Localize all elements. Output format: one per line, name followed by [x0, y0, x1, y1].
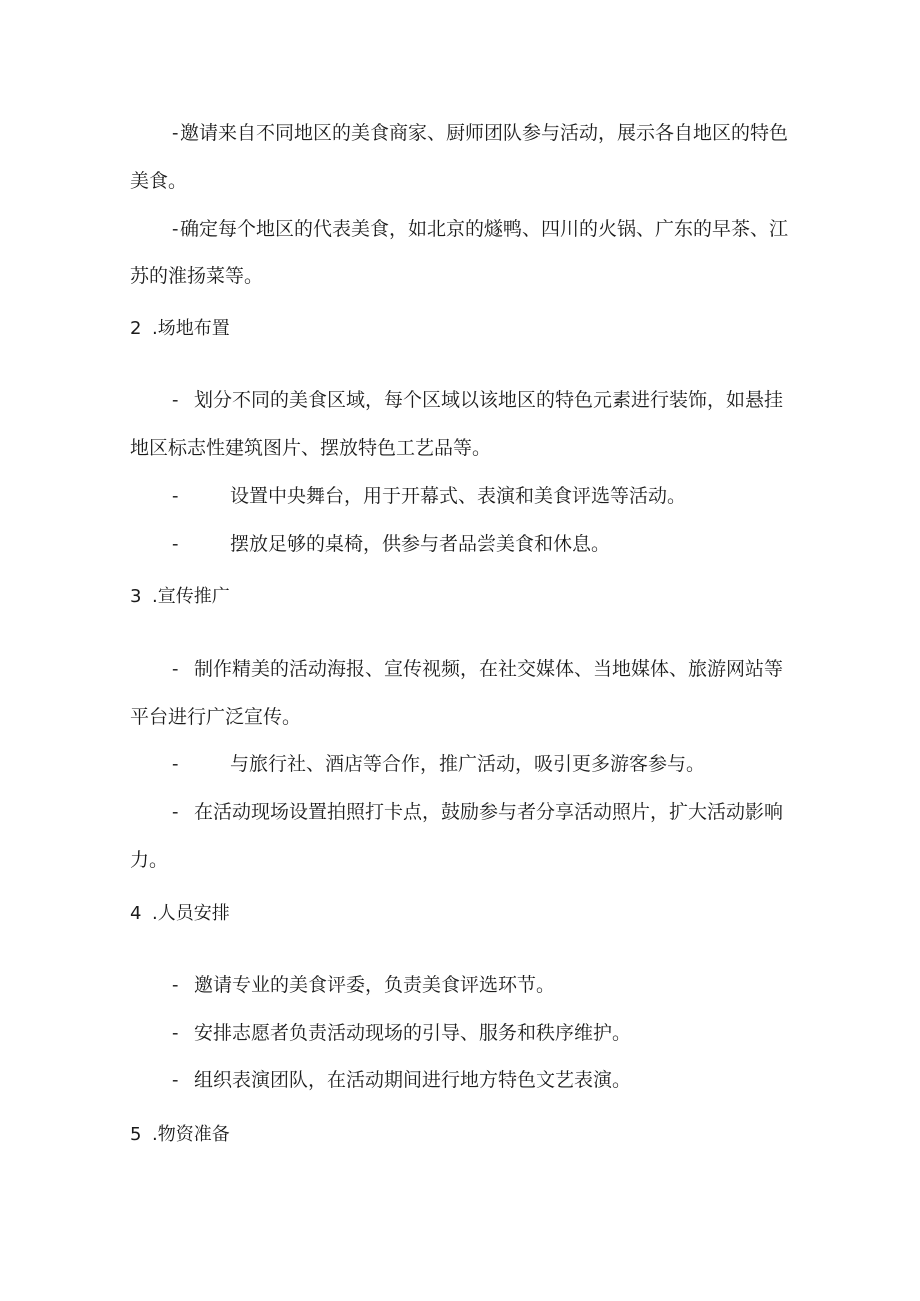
s3-item1-line2: 平台进行广泛宣传。	[130, 706, 302, 728]
dash-marker: -	[172, 1022, 179, 1044]
s4-item3: - 组织表演团队，在活动期间进行地方特色文艺表演。	[172, 1069, 632, 1091]
dash-marker: -	[172, 1069, 179, 1091]
dash-marker: -	[172, 533, 179, 555]
section-title: .人员安排	[152, 903, 230, 924]
s4-item1: - 邀请专业的美食评委，负责美食评选环节。	[172, 974, 556, 996]
s4-item2: - 安排志愿者负责活动现场的引导、服务和秩序维护。	[172, 1022, 632, 1044]
section-title: .场地布置	[152, 318, 230, 339]
dash-marker: -	[172, 801, 179, 823]
section-number: 3	[130, 586, 142, 607]
section-title: .物资准备	[152, 1124, 230, 1145]
s2-item3: - 摆放足够的桌椅，供参与者品尝美食和休息。	[172, 533, 611, 555]
dash-marker: -	[172, 753, 179, 775]
section-2-heading	[130, 316, 230, 342]
s1-item2-line2: 苏的淮扬菜等。	[130, 265, 264, 287]
s1-item1-line2: 美食。	[130, 170, 188, 192]
s3-item1-line1: - 制作精美的活动海报、宣传视频，在社交媒体、当地媒体、旅游网站等	[172, 658, 784, 680]
section-title: .宣传推广	[152, 586, 230, 607]
s1-item2-line1: -确定每个地区的代表美食，如北京的燧鸭、四川的火锅、广东的早茶、江	[172, 218, 789, 240]
dash-marker: -	[172, 122, 179, 144]
section-3-heading	[130, 584, 230, 610]
s2-item1-line1: - 划分不同的美食区域，每个区域以该地区的特色元素进行装饰，如悬挂	[172, 389, 784, 411]
section-number: 2	[130, 318, 142, 339]
s3-item2: - 与旅行社、酒店等合作，推广活动，吸引更多游客参与。	[172, 753, 706, 775]
dash-marker: -	[172, 658, 179, 680]
s1-item1-line1: -邀请来自不同地区的美食商家、厨师团队参与活动，展示各自地区的特色	[172, 122, 789, 144]
dash-marker: -	[172, 218, 179, 240]
s2-item2: - 设置中央舞台，用于开幕式、表演和美食评选等活动。	[172, 485, 687, 507]
s2-item1-line2: 地区标志性建筑图片、摆放特色工艺品等。	[130, 437, 492, 459]
section-5-heading	[130, 1122, 230, 1148]
s3-item3-line1: - 在活动现场设置拍照打卡点，鼓励参与者分享活动照片，扩大活动影响	[172, 801, 784, 823]
dash-marker: -	[172, 389, 179, 411]
s3-item3-line2: 力。	[130, 849, 169, 871]
dash-marker: -	[172, 974, 179, 996]
dash-marker: -	[172, 485, 179, 507]
section-number: 5	[130, 1124, 142, 1145]
section-4-heading	[130, 901, 230, 927]
section-number: 4	[130, 903, 142, 924]
